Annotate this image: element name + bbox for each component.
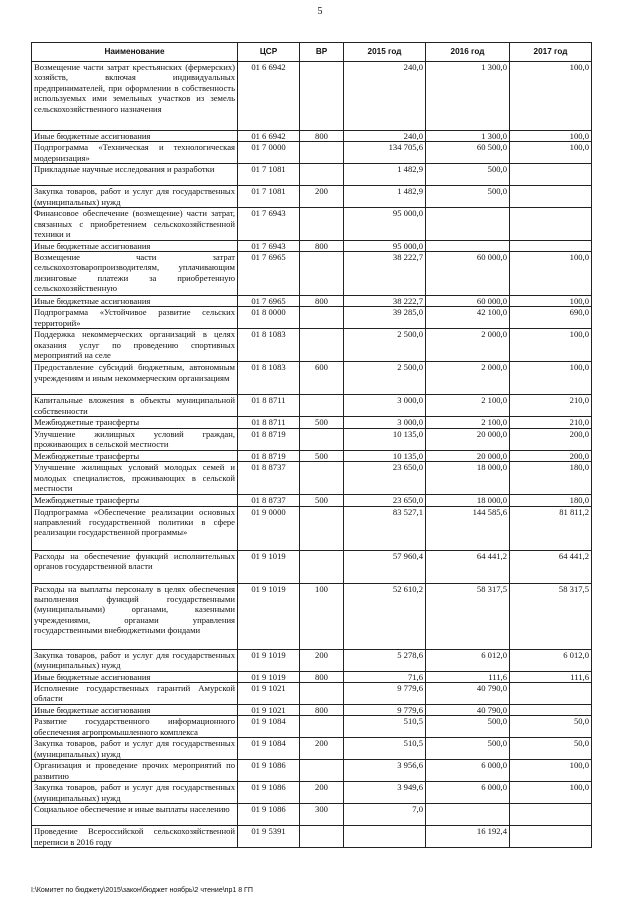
- row-2015-cell: 1 482,9: [344, 186, 426, 208]
- row-csr-cell: 01 7 0000: [238, 142, 300, 164]
- row-2017-cell: 690,0: [510, 307, 592, 329]
- row-2015-cell: [344, 826, 426, 848]
- row-2015-cell: 134 705,6: [344, 142, 426, 164]
- row-name-cell: Поддержка некоммерческих организаций в целях оказания услуг по проведению спортивных мероприятий на селе: [32, 329, 238, 362]
- row-vr-cell: [300, 716, 344, 738]
- row-2015-cell: 39 285,0: [344, 307, 426, 329]
- row-vr-cell: [300, 252, 344, 296]
- row-csr-cell: 01 9 1086: [238, 760, 300, 782]
- row-vr-cell: [300, 550, 344, 583]
- table-row: [32, 164, 592, 186]
- row-vr-cell: 200: [300, 738, 344, 760]
- row-name-cell: Межбюджетные трансферты: [32, 495, 238, 506]
- table-row: [32, 804, 592, 826]
- row-vr-cell: 800: [300, 705, 344, 716]
- table-row: [32, 417, 592, 428]
- row-2015-cell: 3 949,6: [344, 782, 426, 804]
- row-name-cell: Капитальные вложения в объекты муниципальной собственности: [32, 395, 238, 417]
- row-2016-cell: 20 000,0: [426, 428, 510, 450]
- row-2015-cell: 83 527,1: [344, 506, 426, 550]
- row-name-cell: Подпрограмма «Техническая и технологическая модернизация»: [32, 142, 238, 164]
- row-vr-cell: 200: [300, 649, 344, 671]
- row-2017-cell: [510, 186, 592, 208]
- table-row: [32, 671, 592, 682]
- row-name-cell: Предоставление субсидий бюджетным, автономным учреждениям и иным некоммерческим организациям: [32, 362, 238, 395]
- table-header-row: [32, 43, 592, 62]
- row-2015-cell: 9 779,6: [344, 705, 426, 716]
- row-2017-cell: [510, 240, 592, 251]
- row-2015-cell: 52 610,2: [344, 583, 426, 649]
- row-csr-cell: 01 8 1083: [238, 362, 300, 395]
- row-2017-cell: 210,0: [510, 417, 592, 428]
- row-2015-cell: 38 222,7: [344, 296, 426, 307]
- row-name-cell: Проведение Всероссийской сельскохозяйственной переписи в 2016 году: [32, 826, 238, 848]
- row-csr-cell: 01 8 8719: [238, 450, 300, 461]
- row-2017-cell: 100,0: [510, 142, 592, 164]
- row-vr-cell: [300, 208, 344, 240]
- row-csr-cell: 01 6 6942: [238, 131, 300, 142]
- row-2015-cell: 2 500,0: [344, 362, 426, 395]
- row-csr-cell: 01 7 6943: [238, 208, 300, 240]
- row-2015-cell: 23 650,0: [344, 462, 426, 495]
- table-row: [32, 428, 592, 450]
- table-row: [32, 683, 592, 705]
- row-2016-cell: 2 100,0: [426, 395, 510, 417]
- row-2017-cell: 64 441,2: [510, 550, 592, 583]
- row-name-cell: Подпрограмма «Обеспечение реализации основных направлений государственной политики в сфере реализации государственной программы»: [32, 506, 238, 550]
- table-row: [32, 208, 592, 240]
- row-csr-cell: 01 7 6965: [238, 296, 300, 307]
- table-row: [32, 649, 592, 671]
- row-2015-cell: 510,5: [344, 738, 426, 760]
- table-row: [32, 142, 592, 164]
- row-vr-cell: [300, 506, 344, 550]
- row-2015-cell: 95 000,0: [344, 208, 426, 240]
- table-row: [32, 550, 592, 583]
- row-2016-cell: 1 300,0: [426, 62, 510, 131]
- row-vr-cell: [300, 62, 344, 131]
- row-name-cell: Прикладные научные исследования и разработки: [32, 164, 238, 186]
- row-2017-cell: 100,0: [510, 362, 592, 395]
- row-2016-cell: 60 000,0: [426, 296, 510, 307]
- row-2017-cell: 200,0: [510, 428, 592, 450]
- row-vr-cell: [300, 760, 344, 782]
- row-csr-cell: 01 9 1019: [238, 583, 300, 649]
- column-header-csr: ЦСР: [238, 43, 300, 62]
- column-header-vr: ВР: [300, 43, 344, 62]
- row-csr-cell: 01 9 1019: [238, 550, 300, 583]
- row-2017-cell: 200,0: [510, 450, 592, 461]
- row-2017-cell: 100,0: [510, 131, 592, 142]
- row-2016-cell: 2 000,0: [426, 329, 510, 362]
- row-name-cell: Расходы на обеспечение функций исполнительных органов государственной власти: [32, 550, 238, 583]
- row-name-cell: Иные бюджетные ассигнования: [32, 671, 238, 682]
- row-2015-cell: 510,5: [344, 716, 426, 738]
- row-name-cell: Закупка товаров, работ и услуг для государственных (муниципальных) нужд: [32, 738, 238, 760]
- row-csr-cell: 01 9 1019: [238, 671, 300, 682]
- row-2016-cell: 2 100,0: [426, 417, 510, 428]
- row-csr-cell: 01 9 1021: [238, 705, 300, 716]
- row-vr-cell: 100: [300, 583, 344, 649]
- row-2017-cell: 50,0: [510, 716, 592, 738]
- row-csr-cell: 01 9 5391: [238, 826, 300, 848]
- table-row: [32, 495, 592, 506]
- row-name-cell: Закупка товаров, работ и услуг для государственных (муниципальных) нужд: [32, 649, 238, 671]
- row-2016-cell: 18 000,0: [426, 495, 510, 506]
- row-csr-cell: 01 8 8711: [238, 417, 300, 428]
- table-row: [32, 296, 592, 307]
- table-row: [32, 782, 592, 804]
- row-2016-cell: 2 000,0: [426, 362, 510, 395]
- row-2017-cell: [510, 804, 592, 826]
- row-vr-cell: 600: [300, 362, 344, 395]
- row-2016-cell: 64 441,2: [426, 550, 510, 583]
- table-row: [32, 307, 592, 329]
- row-2017-cell: 58 317,5: [510, 583, 592, 649]
- row-name-cell: Иные бюджетные ассигнования: [32, 705, 238, 716]
- table-row: [32, 240, 592, 251]
- row-vr-cell: 800: [300, 131, 344, 142]
- row-2015-cell: 38 222,7: [344, 252, 426, 296]
- column-header-name: Наименование: [32, 43, 238, 62]
- row-name-cell: Иные бюджетные ассигнования: [32, 296, 238, 307]
- table-row: [32, 131, 592, 142]
- row-2016-cell: 6 000,0: [426, 760, 510, 782]
- row-csr-cell: 01 6 6942: [238, 62, 300, 131]
- column-header-2015: 2015 год: [344, 43, 426, 62]
- row-csr-cell: 01 7 6965: [238, 252, 300, 296]
- row-name-cell: Межбюджетные трансферты: [32, 450, 238, 461]
- row-csr-cell: 01 7 1081: [238, 164, 300, 186]
- row-vr-cell: [300, 395, 344, 417]
- table-row: [32, 716, 592, 738]
- row-csr-cell: 01 8 8737: [238, 462, 300, 495]
- row-2016-cell: 40 790,0: [426, 683, 510, 705]
- row-2015-cell: 2 500,0: [344, 329, 426, 362]
- row-2015-cell: 9 779,6: [344, 683, 426, 705]
- row-vr-cell: 200: [300, 782, 344, 804]
- row-2016-cell: 60 500,0: [426, 142, 510, 164]
- row-2016-cell: 6 000,0: [426, 782, 510, 804]
- row-name-cell: Социальное обеспечение и иные выплаты населению: [32, 804, 238, 826]
- row-2015-cell: 5 278,6: [344, 649, 426, 671]
- row-2015-cell: 1 482,9: [344, 164, 426, 186]
- row-2017-cell: [510, 683, 592, 705]
- row-vr-cell: [300, 164, 344, 186]
- row-2015-cell: 10 135,0: [344, 450, 426, 461]
- row-name-cell: Закупка товаров, работ и услуг для государственных (муниципальных) нужд: [32, 186, 238, 208]
- row-2015-cell: 3 956,6: [344, 760, 426, 782]
- row-2016-cell: 40 790,0: [426, 705, 510, 716]
- row-2017-cell: 100,0: [510, 782, 592, 804]
- row-2017-cell: 50,0: [510, 738, 592, 760]
- row-2017-cell: [510, 164, 592, 186]
- column-header-2017: 2017 год: [510, 43, 592, 62]
- row-2017-cell: 180,0: [510, 462, 592, 495]
- row-csr-cell: 01 9 1019: [238, 649, 300, 671]
- row-2015-cell: 10 135,0: [344, 428, 426, 450]
- row-2015-cell: 240,0: [344, 62, 426, 131]
- row-vr-cell: [300, 462, 344, 495]
- row-name-cell: Развитие государственного информационного обеспечения агропромышленного комплекса: [32, 716, 238, 738]
- row-2016-cell: 20 000,0: [426, 450, 510, 461]
- row-csr-cell: 01 8 8711: [238, 395, 300, 417]
- row-name-cell: Подпрограмма «Устойчивое развитие сельских территорий»: [32, 307, 238, 329]
- row-2017-cell: 100,0: [510, 62, 592, 131]
- row-csr-cell: 01 9 1086: [238, 782, 300, 804]
- table-row: [32, 395, 592, 417]
- budget-table: [31, 42, 592, 848]
- row-2017-cell: 100,0: [510, 329, 592, 362]
- column-header-2016: 2016 год: [426, 43, 510, 62]
- row-vr-cell: 500: [300, 417, 344, 428]
- row-name-cell: Финансовое обеспечение (возмещение) части затрат, связанных с приобретением сельскохозяйственной техники и: [32, 208, 238, 240]
- row-vr-cell: 300: [300, 804, 344, 826]
- row-name-cell: Межбюджетные трансферты: [32, 417, 238, 428]
- row-2017-cell: 100,0: [510, 760, 592, 782]
- table-row: [32, 826, 592, 848]
- row-name-cell: Организация и проведение прочих мероприятий по развитию: [32, 760, 238, 782]
- row-2015-cell: 3 000,0: [344, 417, 426, 428]
- page-number: 5: [317, 6, 323, 17]
- row-2017-cell: 6 012,0: [510, 649, 592, 671]
- row-vr-cell: 800: [300, 671, 344, 682]
- row-csr-cell: 01 9 1086: [238, 804, 300, 826]
- footer-file-path: I:\Комитет по бюджету\2015\закон\бюджет ноябрь\2 чтение\пр1 8 ГП: [31, 887, 253, 894]
- table-row: [32, 760, 592, 782]
- row-name-cell: Улучшение жилищных условий молодых семей и молодых специалистов, проживающих в сельской местности: [32, 462, 238, 495]
- table-row: [32, 62, 592, 131]
- row-2017-cell: 210,0: [510, 395, 592, 417]
- row-2017-cell: [510, 208, 592, 240]
- row-vr-cell: [300, 307, 344, 329]
- row-csr-cell: 01 9 1084: [238, 716, 300, 738]
- row-2017-cell: [510, 705, 592, 716]
- row-csr-cell: 01 8 8737: [238, 495, 300, 506]
- row-csr-cell: 01 9 0000: [238, 506, 300, 550]
- row-name-cell: Иные бюджетные ассигнования: [32, 131, 238, 142]
- row-csr-cell: 01 9 1021: [238, 683, 300, 705]
- row-vr-cell: 200: [300, 186, 344, 208]
- row-name-cell: Исполнение государственных гарантий Амурской области: [32, 683, 238, 705]
- row-2017-cell: 100,0: [510, 252, 592, 296]
- row-2016-cell: [426, 804, 510, 826]
- row-2016-cell: 500,0: [426, 738, 510, 760]
- row-2015-cell: 57 960,4: [344, 550, 426, 583]
- table-row: [32, 506, 592, 550]
- row-csr-cell: 01 8 1083: [238, 329, 300, 362]
- table-row: [32, 186, 592, 208]
- row-name-cell: Возмещение части затрат крестьянских (фермерских) хозяйств, включая индивидуальных предпринимателей, при оформлении в собственность используемых ими земельных участков из земель сельскохозяйственного назначения: [32, 62, 238, 131]
- row-2016-cell: 500,0: [426, 716, 510, 738]
- row-vr-cell: 800: [300, 296, 344, 307]
- row-name-cell: Улучшение жилищных условий граждан, проживающих в сельской местности: [32, 428, 238, 450]
- row-name-cell: Иные бюджетные ассигнования: [32, 240, 238, 251]
- row-vr-cell: [300, 329, 344, 362]
- row-2016-cell: 18 000,0: [426, 462, 510, 495]
- table-row: [32, 705, 592, 716]
- table-row: [32, 362, 592, 395]
- row-2015-cell: 71,6: [344, 671, 426, 682]
- row-name-cell: Возмещение части затрат сельскохозтоваропроизводителям, уплачивающим лизинговые платежи за приобретенную сельскохозяйственную: [32, 252, 238, 296]
- row-2016-cell: 500,0: [426, 164, 510, 186]
- row-csr-cell: 01 8 8719: [238, 428, 300, 450]
- row-csr-cell: 01 8 0000: [238, 307, 300, 329]
- table-row: [32, 738, 592, 760]
- row-vr-cell: [300, 428, 344, 450]
- row-2016-cell: 500,0: [426, 186, 510, 208]
- row-name-cell: Закупка товаров, работ и услуг для государственных (муниципальных) нужд: [32, 782, 238, 804]
- row-2017-cell: 180,0: [510, 495, 592, 506]
- table-body: [32, 62, 592, 848]
- row-2017-cell: [510, 826, 592, 848]
- table-row: [32, 252, 592, 296]
- row-vr-cell: [300, 683, 344, 705]
- row-2017-cell: 81 811,2: [510, 506, 592, 550]
- row-2015-cell: 3 000,0: [344, 395, 426, 417]
- row-vr-cell: [300, 826, 344, 848]
- table-row: [32, 450, 592, 461]
- row-2015-cell: 23 650,0: [344, 495, 426, 506]
- row-2016-cell: [426, 208, 510, 240]
- row-csr-cell: 01 7 1081: [238, 186, 300, 208]
- row-2015-cell: 7,0: [344, 804, 426, 826]
- row-vr-cell: 800: [300, 240, 344, 251]
- row-vr-cell: 500: [300, 450, 344, 461]
- row-csr-cell: 01 9 1084: [238, 738, 300, 760]
- row-2017-cell: 100,0: [510, 296, 592, 307]
- row-vr-cell: 500: [300, 495, 344, 506]
- row-2017-cell: 111,6: [510, 671, 592, 682]
- row-2016-cell: 1 300,0: [426, 131, 510, 142]
- row-2016-cell: 144 585,6: [426, 506, 510, 550]
- row-2016-cell: [426, 240, 510, 251]
- row-csr-cell: 01 7 6943: [238, 240, 300, 251]
- row-vr-cell: [300, 142, 344, 164]
- row-2016-cell: 111,6: [426, 671, 510, 682]
- row-2016-cell: 58 317,5: [426, 583, 510, 649]
- row-2015-cell: 95 000,0: [344, 240, 426, 251]
- row-name-cell: Расходы на выплаты персоналу в целях обеспечения выполнения функций государственными (муниципальными) органами, казенными учреждениями, органами управления государственными внебюджетными фондами: [32, 583, 238, 649]
- row-2016-cell: 42 100,0: [426, 307, 510, 329]
- row-2016-cell: 16 192,4: [426, 826, 510, 848]
- row-2015-cell: 240,0: [344, 131, 426, 142]
- table-row: [32, 329, 592, 362]
- row-2016-cell: 6 012,0: [426, 649, 510, 671]
- table-row: [32, 583, 592, 649]
- row-2016-cell: 60 000,0: [426, 252, 510, 296]
- table-row: [32, 462, 592, 495]
